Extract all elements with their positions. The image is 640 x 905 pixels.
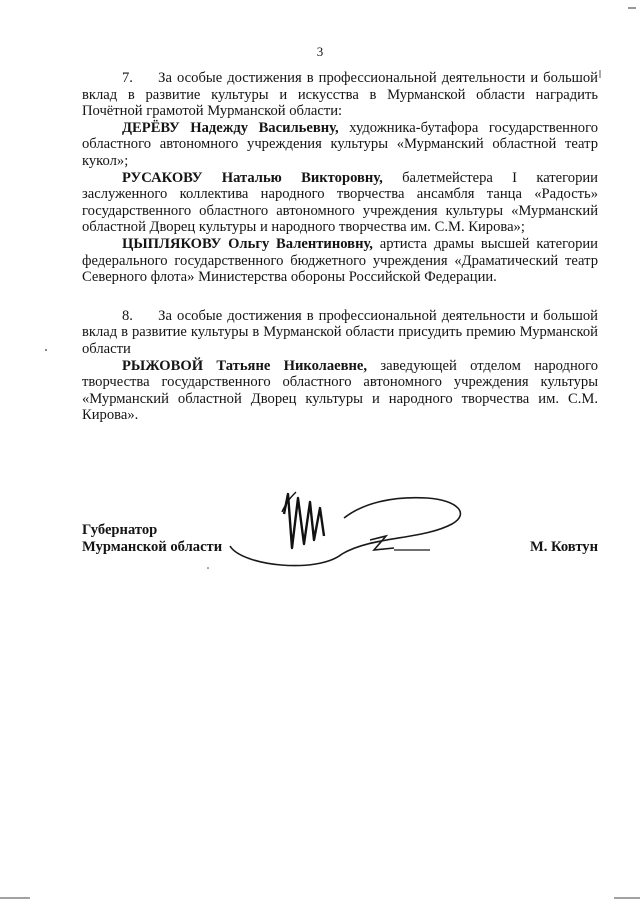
awardee-name: ДЕРЁВУ Надежду Васильевну, [122,119,339,136]
awardee-name: РУСАКОВУ Наталью Викторовну, [122,169,383,186]
signatory-region: Мурманской области [82,539,223,555]
awardee-description: артиста драмы высшей категории федерального государственного бюджетного учреждения «Драматический театр Северного флота» Министерства обороны Российской Федерации. [82,235,598,286]
signatory-title: Губернатор [82,522,158,538]
item-8-intro: 8. За особые достижения в профессиональной деятельности и большой вклад в развитие культуры в Мурманской области присудить премию Мурманской области [82,307,598,357]
awardee-description: художника-бутафора государственного областного автономного учреждения культуры «Мурманский областной театр кукол»; [82,119,599,169]
awardee-name: ЦЫПЛЯКОВУ Ольгу Валентиновну, [122,235,373,252]
page-number: 3 [316,44,324,59]
item-7-intro: 7. За особые достижения в профессиональной деятельности и большой вклад в развитие культуры и искусства в Мурманской области наградить Почётной грамотой Мурманской области: [82,70,598,120]
awardee-description: заведующей отделом народного творчества государственного областного автономного учреждения культуры «Мурманский областной Дворец культуры и народного творчества им. С.М. Кирова». [82,357,598,424]
awardee-description: балетмейстера I категории заслуженного коллектива народного творчества ансамбля танца «Радость» государственного областного автономного учреждения культуры «Мурманский областной Дворец культуры и народного творчества им. С.М. Кирова»; [82,169,598,236]
signatory-name: М. Ковтун [529,539,598,555]
awardee-name: РЫЖОВОЙ Татьяне Николаевне, [122,357,368,374]
